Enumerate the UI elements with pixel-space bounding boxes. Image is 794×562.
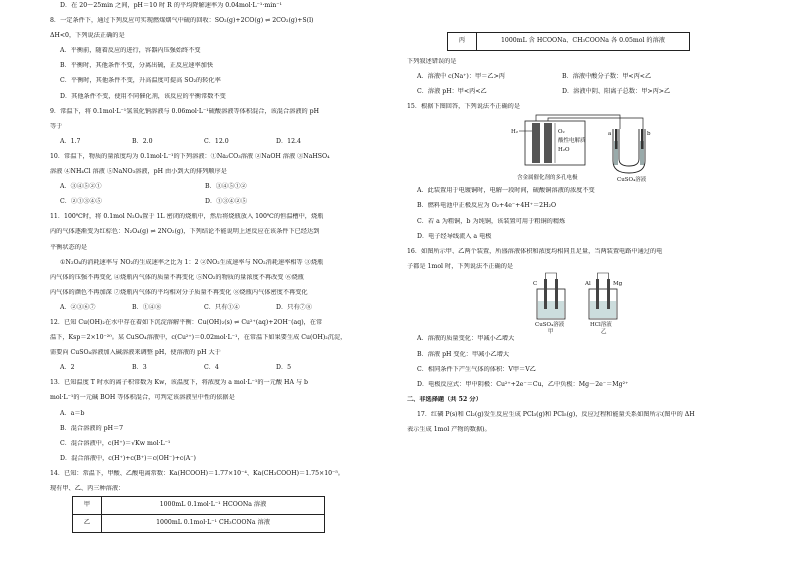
q15-option-b: B．燃料电池中正极反应为 O₂+4e⁻+4H⁺＝2H₂O bbox=[417, 202, 557, 210]
q14-option-a: A．溶液中 c(Na⁺)：甲＝乙>丙 bbox=[417, 72, 505, 80]
q10-stem-cont: 溶液 ④NH₄Cl 溶液 ⑤NaNO₃溶液，pH 由小到大的排列顺序是 bbox=[50, 168, 227, 176]
q9-option-d: D．12.4 bbox=[276, 137, 301, 145]
q7-option-d: D．在 20～25min 之间，pH＝10 时 R 的平均降解速率为 0.04mol·L⁻¹·min⁻¹ bbox=[60, 2, 282, 9]
electrode-b-label: b bbox=[647, 131, 651, 138]
q15-stem: 15．根据下图回答，下列说法不正确的是 bbox=[407, 102, 521, 110]
q8-option-c: C．平衡时，其他条件不变，升高温度可提高 SO₂的转化率 bbox=[60, 77, 221, 85]
carbon-electrode-label: C bbox=[533, 281, 538, 288]
q17-stem-2: 表示生成 1mol 产物的数据)。 bbox=[407, 426, 491, 433]
q9-option-b: B．2.0 bbox=[132, 137, 153, 145]
q8-option-b: B．平衡时，其他条件不变，分离出硫，正反应速率加快 bbox=[60, 62, 214, 70]
table-cell-key: 甲 bbox=[73, 496, 102, 514]
section-heading: 二、非选择题（共 52 分） bbox=[407, 395, 482, 403]
q11-stem-4: ①N₂O₄的消耗速率与 NO₂的生成速率之比为 1：2 ②NO₂生成速率与 NO₂消耗速率相等 ③烧瓶 bbox=[60, 258, 324, 266]
q16-option-d: D．电极反应式：甲中阴极：Cu²⁺+2e⁻＝Cu，乙中负极：Mg－2e⁻＝Mg²⁺ bbox=[417, 380, 629, 388]
q10-option-c: C．②①③④⑤ bbox=[60, 198, 102, 206]
q8-option-a: A．平衡前，随着反应的进行，容器内压强始终不变 bbox=[60, 47, 201, 55]
cell-yi-label: 乙 bbox=[601, 329, 607, 336]
q15-option-d: D．电子经导线流入 a 电极 bbox=[417, 232, 492, 240]
cell-jia-label: 甲 bbox=[548, 329, 554, 336]
q10-option-a: A．③④⑤②① bbox=[60, 183, 102, 191]
q11-stem-6: 内气体的颜色不再加深 ⑦烧瓶内气体的平均相对分子质量不再变化 ⑧烧瓶内气体密度不再变化 bbox=[50, 288, 308, 296]
q13-stem-2: mol·L⁻¹的一元碱 BOH 等体积混合，可判定该溶液呈中性的依据是 bbox=[50, 394, 235, 402]
table-cell-value: 1000mL 0.1mol·L⁻¹ HCOONa 溶液 bbox=[102, 496, 325, 514]
q14-option-c: C．溶液 pH：甲<丙<乙 bbox=[417, 87, 487, 95]
q10-options-row1 bbox=[50, 183, 395, 192]
q14-tail: 下列叙述错误的是 bbox=[407, 57, 457, 65]
two-cells-figure bbox=[407, 271, 752, 335]
q12-option-b: B．3 bbox=[132, 364, 147, 372]
q16-stem-1: 16．如图所示甲、乙两个装置，所盛溶液体积和浓度均相同且足量，当两装置电路中通过的电 bbox=[407, 247, 663, 255]
q11-option-d: D．只有⑦⑧ bbox=[276, 303, 312, 311]
q17-stem-1: 17．红磷 P(s)和 Cl₂(g)发生反应生成 PCl₃(g)和 PCl₅(g)，反应过程和能量关系如图所示(图中的 ΔH bbox=[417, 410, 695, 418]
q10-option-d: D．①③④②⑤ bbox=[205, 198, 248, 206]
q8-stem: 8．一定条件下，通过下列反应可实现燃煤烟气中硫的回收：SO₂(g)+2CO(g) ⇌ 2CO₂(g)+S(l) bbox=[50, 17, 314, 25]
q12-option-d: D．5 bbox=[276, 364, 292, 372]
q12-stem-1: 12．已知 Cu(OH)₂在水中存在着如下沉淀溶解平衡：Cu(OH)₂(s) ⇌ Cu²⁺(aq)+2OH⁻(aq)，在常 bbox=[50, 318, 323, 326]
q12-stem-3: 需要向 CuSO₄溶液加入碱溶液来调整 pH，使溶液的 pH 大于 bbox=[50, 349, 221, 357]
q10-option-b: B．③④⑤①② bbox=[205, 183, 247, 191]
q11-stem-2: 内的气体逐渐变为红棕色：N₂O₄(g) ⇌ 2NO₂(g)，下列结论不能说明上述反应在该条件下已经达到 bbox=[50, 228, 320, 236]
q13-option-b: B．混合溶液的 pH＝7 bbox=[60, 424, 124, 432]
q14-option-b: B．溶液中酸分子数：甲<丙<乙 bbox=[562, 72, 652, 80]
q10-options-row2 bbox=[50, 198, 395, 207]
q16-option-b: B．溶液 pH 变化：甲减小乙增大 bbox=[417, 350, 510, 358]
cuso4-caption: CuSO₄溶液 bbox=[617, 177, 647, 184]
q11-stem-5: 内气体的压强不再变化 ④烧瓶内气体的质量不再变化 ⑤NO₂的物质的量浓度不再改变 ⑥烧瓶 bbox=[50, 273, 304, 281]
q13-stem-1: 13．已知温度 T 时水的离子积常数为 Kw，该温度下，将浓度为 a mol·L⁻¹的一元酸 HA 与 b bbox=[50, 379, 308, 387]
mg-electrode-label: Mg bbox=[613, 281, 623, 288]
q9-option-c: C．12.0 bbox=[204, 137, 229, 145]
q8-option-d: D．其他条件不变，使用不同催化剂，该反应的平衡常数不变 bbox=[60, 92, 226, 100]
q9-stem-cont: 等于 bbox=[50, 122, 63, 130]
q13-option-a: A．a＝b bbox=[60, 409, 85, 417]
q12-option-a: A．2 bbox=[60, 364, 75, 372]
q12-stem-2: 温下，Ksp＝2×10⁻²⁰。某 CuSO₄溶液中，c(Cu²⁺)＝0.02mol·L⁻¹，在常温下如果要生成 Cu(OH)₂沉淀， bbox=[50, 334, 347, 342]
q14-options-row2 bbox=[407, 88, 752, 97]
q9-stem: 9．常温下，将 0.1mol·L⁻¹氢氧化钠溶液与 0.06mol·L⁻¹硫酸溶液等体积混合，该混合溶液的 pH bbox=[50, 107, 320, 115]
q13-option-c: C．混合溶液中，c(H⁺)＝√Kw mol·L⁻¹ bbox=[60, 439, 171, 447]
table-row bbox=[73, 514, 325, 532]
solution-table-part1 bbox=[72, 496, 325, 533]
q12-options bbox=[50, 364, 395, 373]
fuel-cell-electrolysis-figure bbox=[407, 111, 752, 187]
q9-option-a: A．1.7 bbox=[60, 137, 81, 145]
table-cell-key: 丙 bbox=[448, 33, 477, 51]
table-cell-key: 乙 bbox=[73, 514, 102, 532]
q11-option-c: C．只有①④ bbox=[204, 303, 240, 311]
left-column bbox=[50, 2, 395, 533]
electrolyte-label: 酸性电解质 bbox=[558, 138, 586, 145]
q11-stem-3: 平衡状态的是 bbox=[50, 243, 88, 251]
o2-label: O₂ bbox=[558, 129, 565, 136]
hcl-label: HCl溶液 bbox=[590, 322, 612, 329]
q12-option-c: C．4 bbox=[204, 364, 219, 372]
q14-option-d: D．溶液中阴、阳离子总数：甲>丙>乙 bbox=[562, 87, 671, 95]
h2-label: H₂ bbox=[511, 129, 519, 136]
table-row bbox=[448, 33, 690, 51]
q16-option-a: A．溶液的质量变化：甲减小乙增大 bbox=[417, 335, 515, 343]
q11-options bbox=[50, 304, 395, 313]
table-cell-value: 1000mL 0.1mol·L⁻¹ CH₃COONa 溶液 bbox=[102, 514, 325, 532]
q15-option-c: C．若 a 为粗铜，b 为纯铜，该装置可用于粗铜的精炼 bbox=[417, 217, 566, 225]
q15-option-a: A．此装置用于电镀铜时，电解一段时间，硫酸铜溶液的浓度不变 bbox=[417, 187, 595, 195]
q14-stem-1: 14．已知：常温下，甲酸、乙酸电离常数：Ka(HCOOH)＝1.77×10⁻⁴、Ka(CH₃COOH)＝1.75×10⁻⁵。 bbox=[50, 469, 344, 477]
q14-stem-2: 现有甲、乙、丙三种溶液： bbox=[50, 485, 125, 492]
q11-option-b: B．①④⑧ bbox=[132, 303, 162, 311]
cuso4-label: CuSO₄溶液 bbox=[535, 322, 565, 329]
q14-options-row1 bbox=[407, 73, 752, 82]
q11-stem-1: 11．100℃时，将 0.1mol N₂O₄置于 1L 密闭的烧瓶中，然后将烧瓶放入 100℃的恒温槽中，烧瓶 bbox=[50, 213, 324, 221]
q16-option-c: C．相同条件下产生气体的体积：V甲＝V乙 bbox=[417, 365, 536, 373]
right-column bbox=[407, 2, 752, 435]
q10-stem: 10．常温下，物质的量浓度均为 0.1mol·L⁻¹的下列溶液：①Na₂CO₃溶液 ②NaOH 溶液 ③NaHSO₄ bbox=[50, 152, 330, 160]
table-cell-value: 1000mL 含 HCOONa、CH₃COONa 各 0.05mol 的溶液 bbox=[477, 33, 690, 51]
solution-table-part2 bbox=[447, 32, 690, 51]
table-row bbox=[73, 496, 325, 514]
electrode-a-label: a bbox=[608, 131, 612, 138]
fuel-cell-caption: 含金属催化剂的多孔电极 bbox=[517, 175, 578, 182]
q11-option-a: A．②③⑥⑦ bbox=[60, 303, 96, 311]
q16-stem-2: 子都是 1mol 时，下列说法不正确的是 bbox=[407, 262, 514, 270]
h2o-label: H₂O bbox=[558, 147, 570, 154]
q9-options bbox=[50, 138, 395, 147]
q8-stem-cont: ΔH<0，下列说法正确的是 bbox=[50, 32, 125, 40]
q13-option-d: D．混合溶液中，c(H⁺)+c(B⁺)＝c(OH⁻)+c(A⁻) bbox=[60, 454, 196, 462]
al-electrode-label: Al bbox=[585, 281, 591, 288]
